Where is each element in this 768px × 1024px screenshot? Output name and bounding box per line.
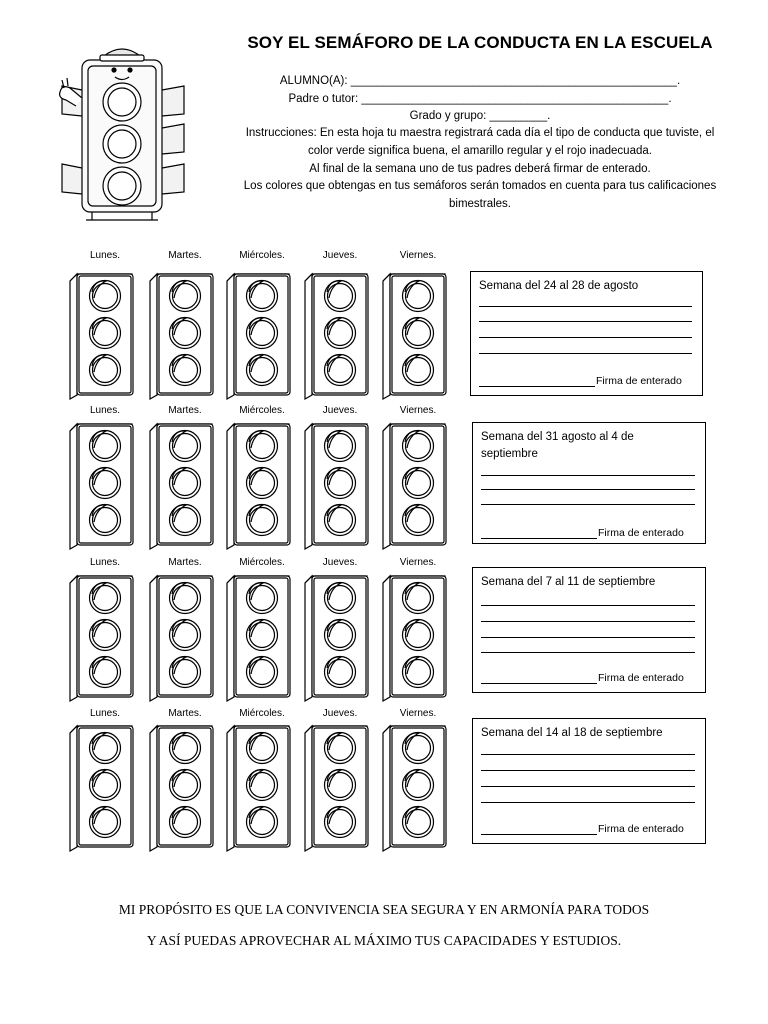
day-label: Viernes. bbox=[399, 250, 437, 261]
week-title bbox=[481, 429, 634, 463]
day-label: Viernes. bbox=[399, 557, 437, 568]
comment-line[interactable] bbox=[479, 321, 692, 322]
comment-line[interactable] bbox=[481, 621, 695, 622]
footer-line-2: Y ASÍ PUEDAS APROVECHAR AL MÁXIMO TUS CAPACIDADES Y ESTUDIOS. bbox=[146, 933, 622, 948]
instructions-line: Al final de la semana uno de tus padres deberá firmar de enterado. bbox=[309, 162, 651, 175]
traffic-light-mascot-illustration bbox=[52, 40, 202, 222]
week-signature-box bbox=[472, 718, 706, 844]
week-title bbox=[479, 278, 638, 295]
comment-line[interactable] bbox=[481, 504, 695, 505]
week-title-line: septiembre bbox=[481, 448, 538, 460]
day-label: Lunes. bbox=[89, 557, 121, 568]
comment-line[interactable] bbox=[481, 475, 695, 476]
signature-label: Firma de enterado bbox=[598, 823, 684, 835]
traffic-light-box[interactable] bbox=[148, 271, 216, 401]
traffic-light-box[interactable] bbox=[303, 723, 371, 853]
footer-line-1: MI PROPÓSITO ES QUE LA CONVIVENCIA SEA SEGURA Y EN ARMONÍA PARA TODOS bbox=[118, 902, 650, 917]
comment-line[interactable] bbox=[481, 786, 695, 787]
week-title-line: Semana del 14 al 18 de septiembre bbox=[481, 727, 663, 739]
comment-line[interactable] bbox=[481, 770, 695, 771]
instructions-line: Los colores que obtengas en tus semáforos serán tomados en cuenta para tus calificaciones bbox=[243, 180, 717, 193]
day-label: Miércoles. bbox=[239, 557, 285, 568]
day-label: Jueves. bbox=[322, 557, 358, 568]
instructions-line: color verde significa buena, el amarillo regular y el rojo inadecuada. bbox=[308, 144, 652, 157]
instructions-block bbox=[200, 125, 760, 214]
day-label: Lunes. bbox=[89, 405, 121, 416]
day-label: Miércoles. bbox=[239, 250, 285, 261]
comment-line[interactable] bbox=[481, 489, 695, 490]
parent-name-field: Padre o tutor: ________________________________________________. bbox=[288, 93, 672, 105]
week-title-line: Semana del 24 al 28 de agosto bbox=[479, 280, 639, 292]
traffic-light-box[interactable] bbox=[381, 421, 449, 551]
day-label: Jueves. bbox=[322, 250, 358, 261]
traffic-light-box[interactable] bbox=[68, 271, 136, 401]
week-signature-box bbox=[472, 422, 706, 544]
traffic-light-box[interactable] bbox=[225, 723, 293, 853]
traffic-light-box[interactable] bbox=[381, 573, 449, 703]
traffic-light-box[interactable] bbox=[381, 723, 449, 853]
comment-line[interactable] bbox=[479, 306, 692, 307]
comment-line[interactable] bbox=[479, 353, 692, 354]
group-field: Grado y grupo: _________. bbox=[409, 110, 551, 122]
day-label: Miércoles. bbox=[239, 708, 285, 719]
page-title: SOY EL SEMÁFORO DE LA CONDUCTA EN LA ESCUELA bbox=[247, 33, 713, 52]
comment-line[interactable] bbox=[479, 337, 692, 338]
student-name-field: ALUMNO(A): ___________________________________________________. bbox=[279, 75, 681, 87]
signature-line[interactable] bbox=[481, 834, 597, 835]
instructions-line: Instrucciones: En esta hoja tu maestra registrará cada día el tipo de conducta que tuviste, el bbox=[245, 127, 715, 139]
week-title bbox=[481, 725, 663, 742]
comment-line[interactable] bbox=[481, 802, 695, 803]
traffic-light-box[interactable] bbox=[148, 573, 216, 703]
day-label: Jueves. bbox=[322, 708, 358, 719]
week-signature-box bbox=[470, 271, 703, 396]
day-label: Viernes. bbox=[399, 405, 437, 416]
comment-line[interactable] bbox=[481, 605, 695, 606]
comment-line[interactable] bbox=[481, 637, 695, 638]
day-label: Viernes. bbox=[399, 708, 437, 719]
signature-line[interactable] bbox=[479, 386, 595, 387]
comment-line[interactable] bbox=[481, 754, 695, 755]
week-title-line: Semana del 7 al 11 de septiembre bbox=[481, 576, 656, 588]
traffic-light-box[interactable] bbox=[303, 573, 371, 703]
day-label: Martes. bbox=[168, 557, 202, 568]
day-label: Miércoles. bbox=[239, 405, 285, 416]
traffic-light-box[interactable] bbox=[303, 271, 371, 401]
traffic-light-box[interactable] bbox=[381, 271, 449, 401]
traffic-light-box[interactable] bbox=[148, 723, 216, 853]
signature-label: Firma de enterado bbox=[596, 375, 682, 387]
day-label: Lunes. bbox=[89, 250, 121, 261]
week-title bbox=[481, 574, 655, 591]
instructions-line: bimestrales. bbox=[449, 198, 511, 211]
signature-label: Firma de enterado bbox=[598, 527, 684, 539]
signature-line[interactable] bbox=[481, 683, 597, 684]
signature-label: Firma de enterado bbox=[598, 672, 684, 684]
traffic-light-box[interactable] bbox=[68, 421, 136, 551]
comment-line[interactable] bbox=[481, 652, 695, 653]
day-label: Martes. bbox=[168, 250, 202, 261]
week-title-line: Semana del 31 agosto al 4 de bbox=[481, 431, 634, 443]
day-label: Martes. bbox=[168, 405, 202, 416]
week-signature-box bbox=[472, 567, 706, 693]
day-label: Martes. bbox=[168, 708, 202, 719]
signature-line[interactable] bbox=[481, 538, 597, 539]
day-label: Jueves. bbox=[322, 405, 358, 416]
traffic-light-box[interactable] bbox=[225, 573, 293, 703]
traffic-light-box[interactable] bbox=[303, 421, 371, 551]
traffic-light-box[interactable] bbox=[68, 723, 136, 853]
traffic-light-box[interactable] bbox=[225, 271, 293, 401]
traffic-light-box[interactable] bbox=[225, 421, 293, 551]
traffic-light-box[interactable] bbox=[148, 421, 216, 551]
traffic-light-box[interactable] bbox=[68, 573, 136, 703]
day-label: Lunes. bbox=[89, 708, 121, 719]
